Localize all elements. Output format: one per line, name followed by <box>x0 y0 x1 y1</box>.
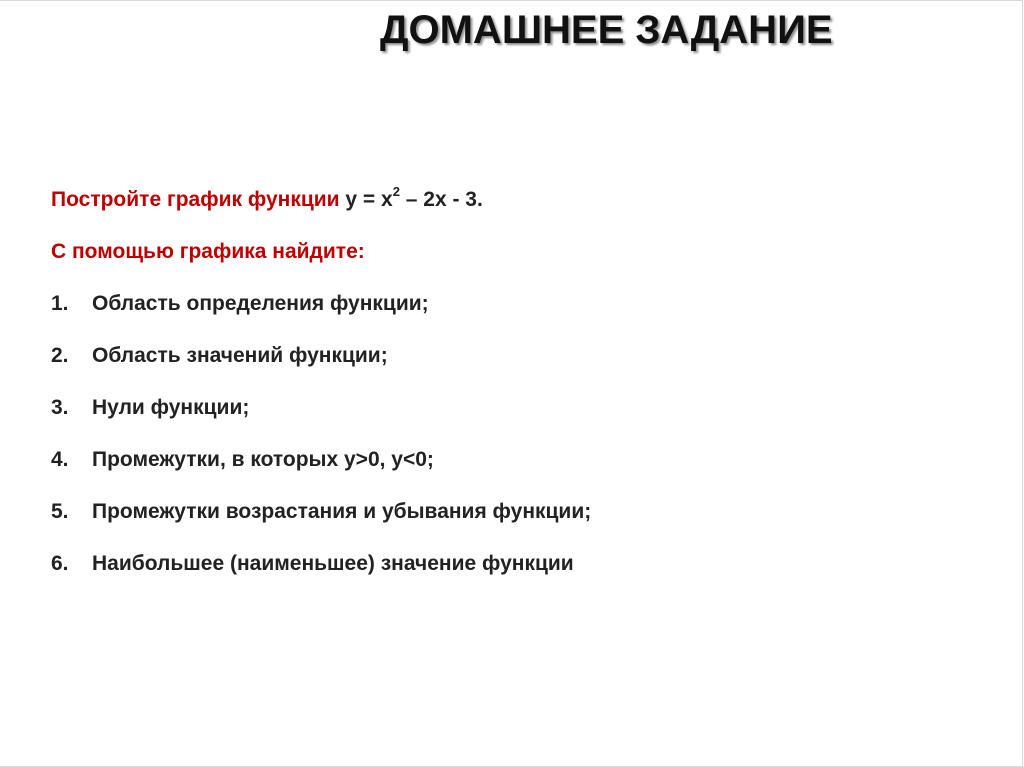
list-item-number: 3. <box>51 396 69 419</box>
list-item <box>51 492 1001 544</box>
page-title: ДОМАШНЕЕ ЗАДАНИЕ <box>380 8 833 52</box>
list-item <box>51 440 1001 492</box>
task-prefix: Постройте график функции <box>51 188 346 211</box>
list-item-text: Промежутки, в которых у>0, у<0; <box>92 448 434 471</box>
formula-exponent: 2 <box>392 184 400 199</box>
list-item-text: Область определения функции; <box>92 292 429 315</box>
list-item <box>51 388 1001 440</box>
task-formula <box>345 184 483 211</box>
list-item-number: 5. <box>51 500 69 523</box>
list-item-text: Наибольшее (наименьшее) значение функции <box>92 552 574 575</box>
list-item <box>51 284 1001 336</box>
list-item-number: 2. <box>51 344 69 367</box>
list-item-text: Промежутки возрастания и убывания функции; <box>92 500 592 523</box>
list-item <box>51 544 1001 596</box>
list-item <box>51 336 1001 388</box>
list-item-number: 4. <box>51 448 69 471</box>
list-item-number: 6. <box>51 552 69 575</box>
subheading: С помощью графика найдите: <box>51 240 365 263</box>
list-item-text: Нули функции; <box>92 396 250 419</box>
formula-start: у = х <box>345 188 393 211</box>
list-item-number: 1. <box>51 292 69 315</box>
formula-end: – 2х - 3. <box>399 188 483 211</box>
task-line <box>51 180 1001 232</box>
slide-content <box>51 180 1001 596</box>
list-item-text: Область значений функции; <box>92 344 388 367</box>
task-list <box>51 284 1001 596</box>
